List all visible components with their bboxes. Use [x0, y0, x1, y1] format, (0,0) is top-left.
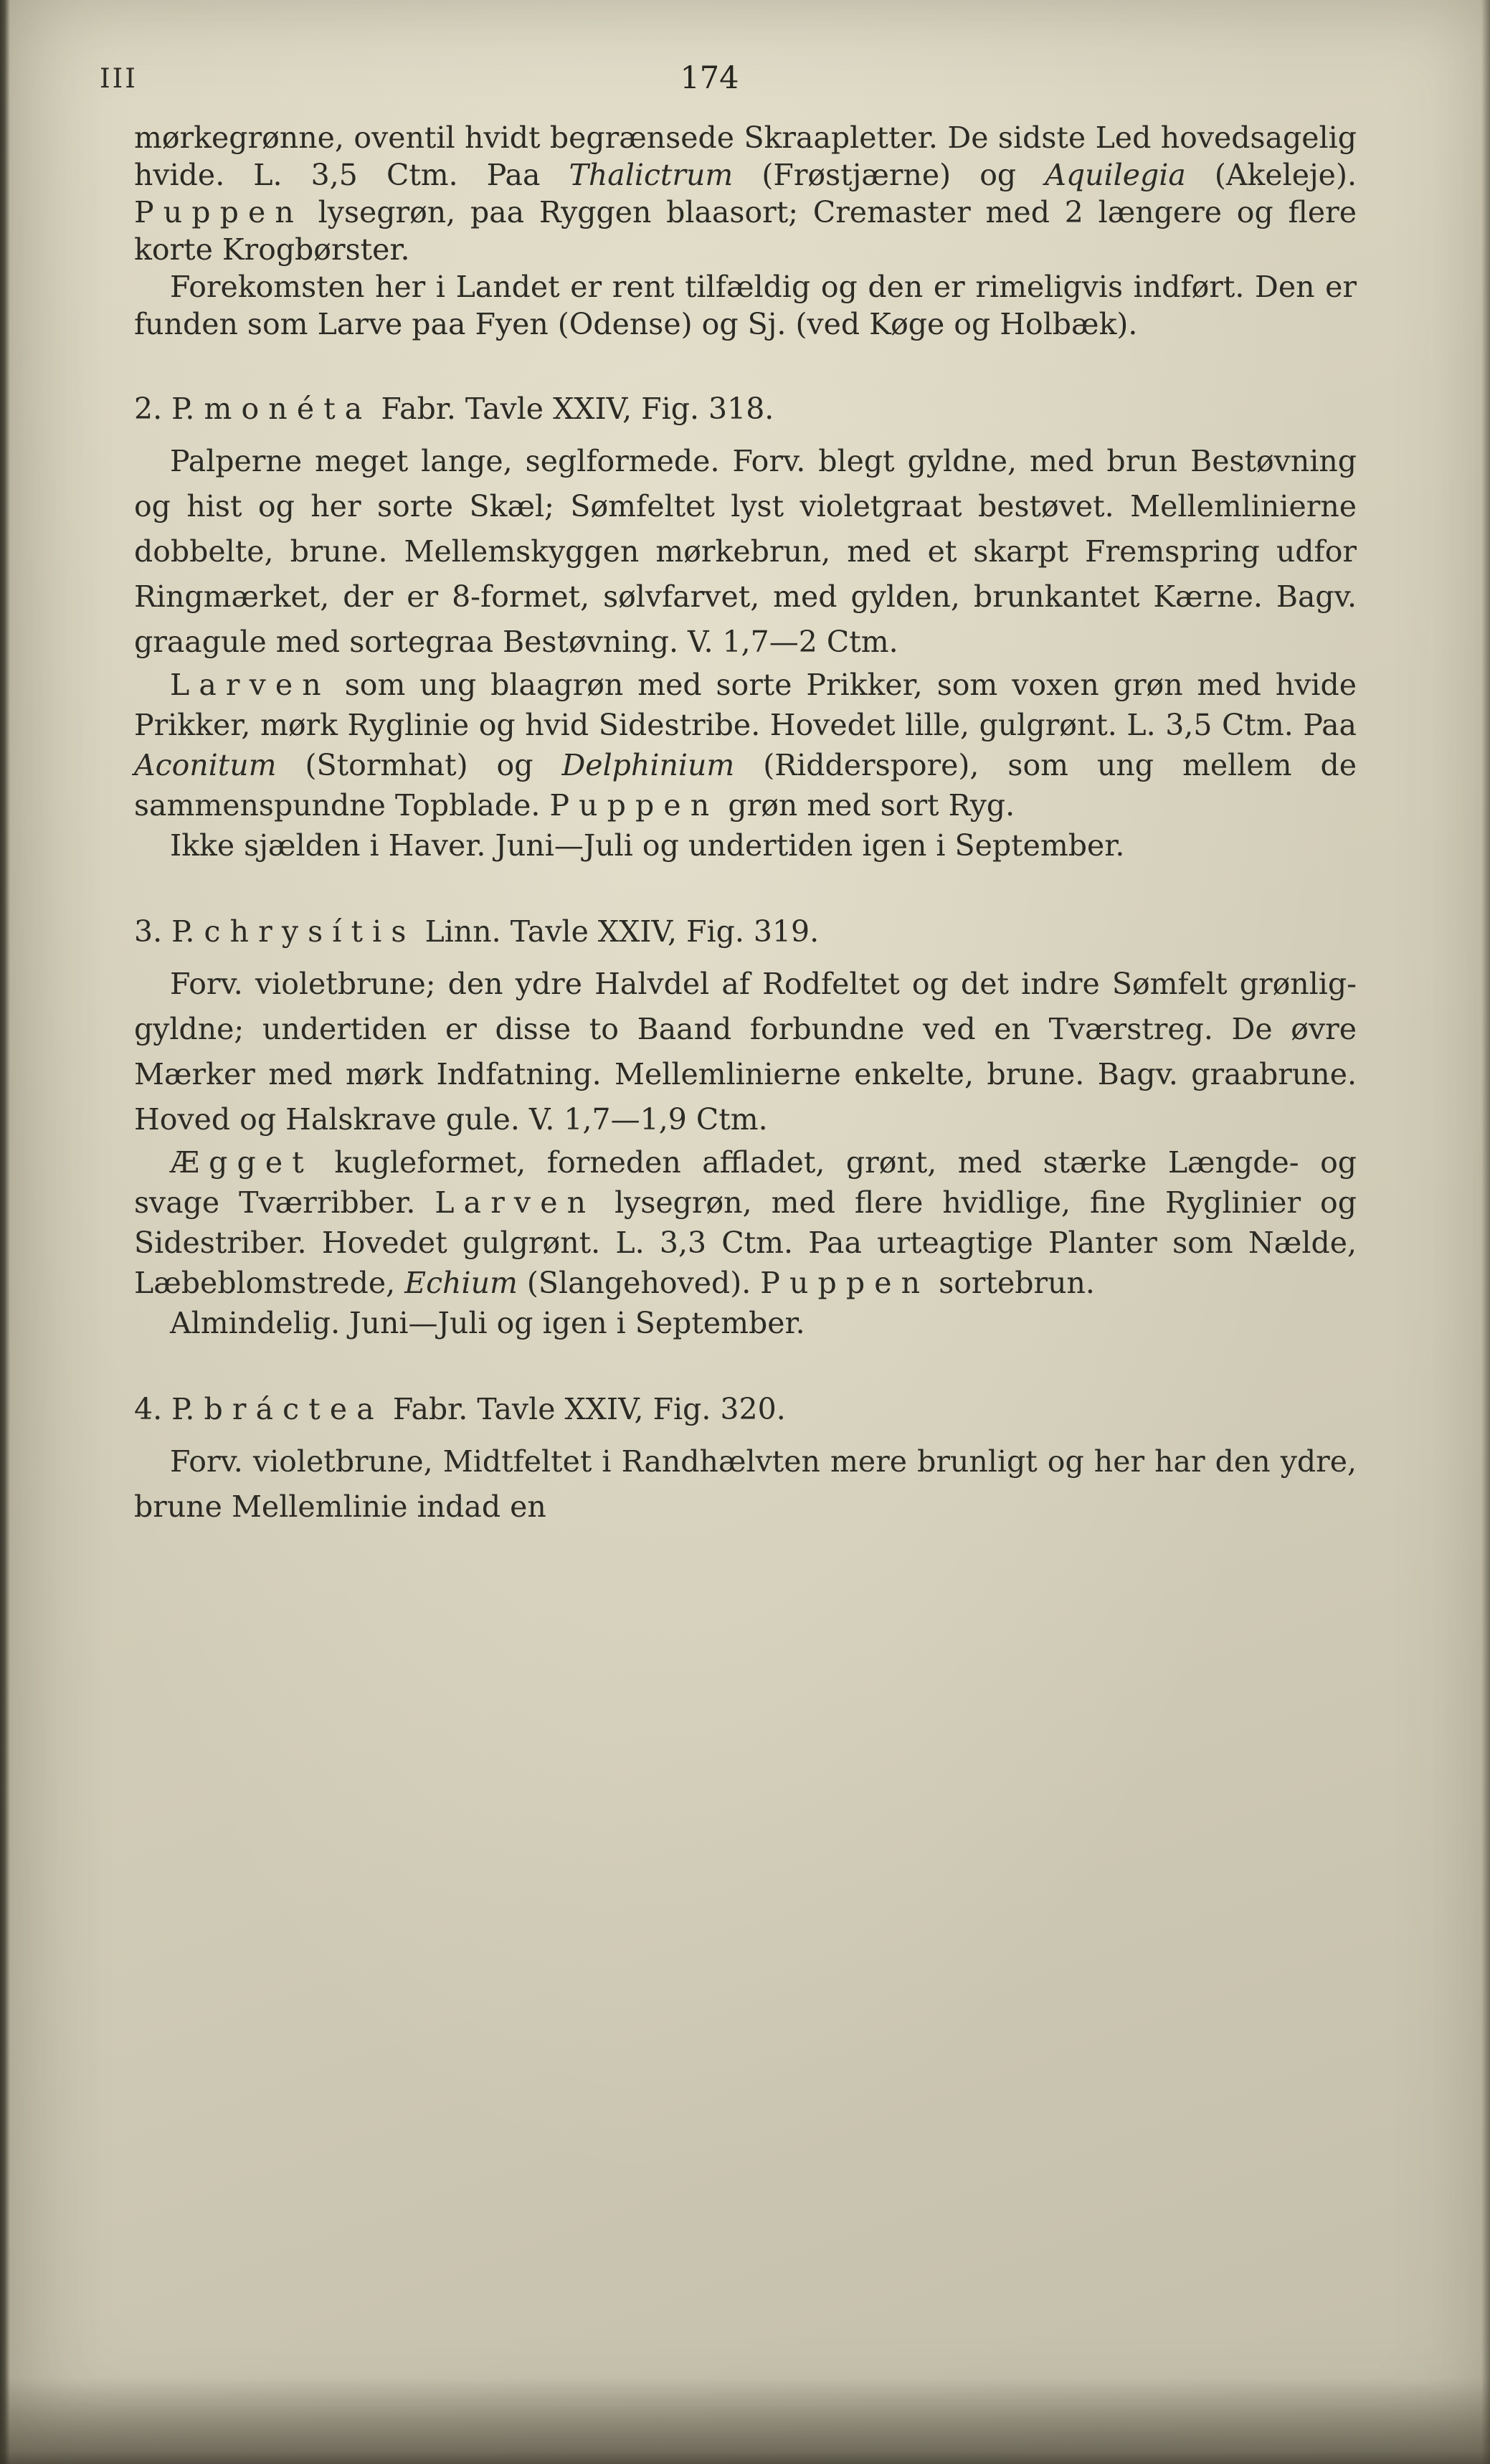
- paragraph-chrysitis-egg-larva: [134, 1142, 1357, 1303]
- text-run: kugleformet, forneden affladet, grønt, med stærke Længde- og svage Tværribber.: [134, 1145, 1357, 1220]
- italic-text-run: Aquilegia: [1045, 158, 1186, 192]
- paragraph-chrysitis-description: [134, 962, 1357, 1142]
- text-run: (Frøstjærne) og: [733, 158, 1045, 192]
- page-edge-right: [1481, 0, 1490, 2464]
- species-heading-chrysitis: [134, 911, 1357, 952]
- text-run: 4. P.: [134, 1392, 204, 1426]
- text-run: Forv. violetbrune, Midtfeltet i Randhælvten mere brunligt og her har den ydre, brune Mellemlinie indad en: [134, 1444, 1357, 1524]
- text-run: sortebrun.: [929, 1266, 1095, 1300]
- letterspaced-text-run: chrysítis: [204, 914, 416, 949]
- paragraph-moneta-larva: [134, 665, 1357, 825]
- letterspaced-text-run: Ægget: [170, 1145, 313, 1180]
- page-edge-bottom: [0, 2378, 1490, 2464]
- paragraph-occurrence: [134, 268, 1357, 343]
- page-number: 174: [680, 60, 739, 96]
- letterspaced-text-run: monéta: [204, 392, 372, 426]
- page-header: [100, 60, 1357, 98]
- paragraph-continuation: [134, 119, 1357, 268]
- text-run: Fabr. Tavle XXIV, Fig. 320.: [383, 1392, 786, 1426]
- text-run: (Stormhat) og: [276, 748, 562, 782]
- species-heading-bractea: [134, 1389, 1357, 1429]
- text-run: grøn med sort Ryg.: [718, 788, 1015, 823]
- italic-text-run: Aconitum: [134, 748, 277, 782]
- text-run: (Slangehoved).: [517, 1266, 761, 1300]
- text-run: Forv. violetbrune; den ydre Halvdel af Rodfeltet og det indre Sømfelt grønlig-gyldne; undertiden er disse to Baand forbundne ved en Tværstreg. De øvre Mærker med mørk Indfatning. Mellemlinierne enkelte, brune. Bagv. graabrune. Hoved og Halskrave gule. V. 1,7—1,9 Ctm.: [134, 967, 1357, 1137]
- text-run: som ung blaagrøn med sorte Prikker, som voxen grøn med hvide Prikker, mørk Ryglinie og hvid Sidestribe. Hovedet lille, gulgrønt. L. 3,5 Ctm. Paa: [134, 668, 1357, 742]
- letterspaced-text-run: bráctea: [204, 1392, 384, 1426]
- paragraph-chrysitis-season: [134, 1303, 1357, 1343]
- text-run: 2. P.: [134, 392, 204, 426]
- text-run: Fabr. Tavle XXIV, Fig. 318.: [371, 392, 774, 426]
- text-run: (Akeleje).: [1185, 158, 1357, 192]
- italic-text-run: Thalictrum: [569, 158, 734, 192]
- italic-text-run: Echium: [404, 1266, 518, 1300]
- text-run: lysegrøn, paa Ryggen blaasort; Cremaster med 2 længere og flere korte Krogbørster.: [134, 195, 1357, 267]
- text-run: Almindelig. Juni—Juli og igen i September.: [170, 1306, 805, 1340]
- text-run: Ikke sjælden i Haver. Juni—Juli og undertiden igen i September.: [170, 828, 1125, 863]
- text-run: Forekomsten her i Landet er rent tilfældig og den er rimeligvis indført. Den er funden som Larve paa Fyen (Odense) og Sj. (ved Køge og Holbæk).: [134, 270, 1357, 341]
- paragraph-moneta-description: [134, 439, 1357, 665]
- text-run: 3. P.: [134, 914, 204, 949]
- section-folio: III: [100, 63, 138, 94]
- letterspaced-text-run: Larven: [170, 668, 331, 702]
- letterspaced-text-run: Puppen: [134, 195, 303, 229]
- text-column: [134, 119, 1357, 1530]
- letterspaced-text-run: Puppen: [760, 1266, 930, 1300]
- page-edge-left: [0, 0, 10, 2464]
- text-run: Palperne meget lange, seglformede. Forv. blegt gyldne, med brun Bestøvning og hist og her sorte Skæl; Sømfeltet lyst violetgraat bestøvet. Mellemlinierne dobbelte, brune. Mellemskyggen mørkebrun, med et skarpt Fremspring udfor Ringmærket, der er 8-formet, sølvfarvet, med gylden, brunkantet Kærne. Bagv. graagule med sortegraa Bestøvning. V. 1,7—2 Ctm.: [134, 444, 1357, 659]
- letterspaced-text-run: Larven: [435, 1185, 596, 1220]
- text-run: Linn. Tavle XXIV, Fig. 319.: [415, 914, 820, 949]
- text-run: (Ridderspore), som ung mellem de sammenspundne Topblade.: [134, 748, 1357, 823]
- species-heading-moneta: [134, 389, 1357, 429]
- paragraph-bractea-description: [134, 1439, 1357, 1530]
- text-run: mørkegrønne, oventil hvidt begrænsede Skraapletter. De sidste Led hovedsagelig hvide. L. 3,5 Ctm. Paa: [134, 120, 1357, 192]
- italic-text-run: Delphinium: [561, 748, 735, 782]
- letterspaced-text-run: Puppen: [549, 788, 719, 823]
- text-run: lysegrøn, med flere hvidlige, fine Ryglinier og Sidestriber. Hovedet gulgrønt. L. 3,3 Ctm. Paa urteagtige Planter som Nælde, Læbeblomstrede,: [134, 1185, 1357, 1300]
- paragraph-moneta-season: [134, 825, 1357, 866]
